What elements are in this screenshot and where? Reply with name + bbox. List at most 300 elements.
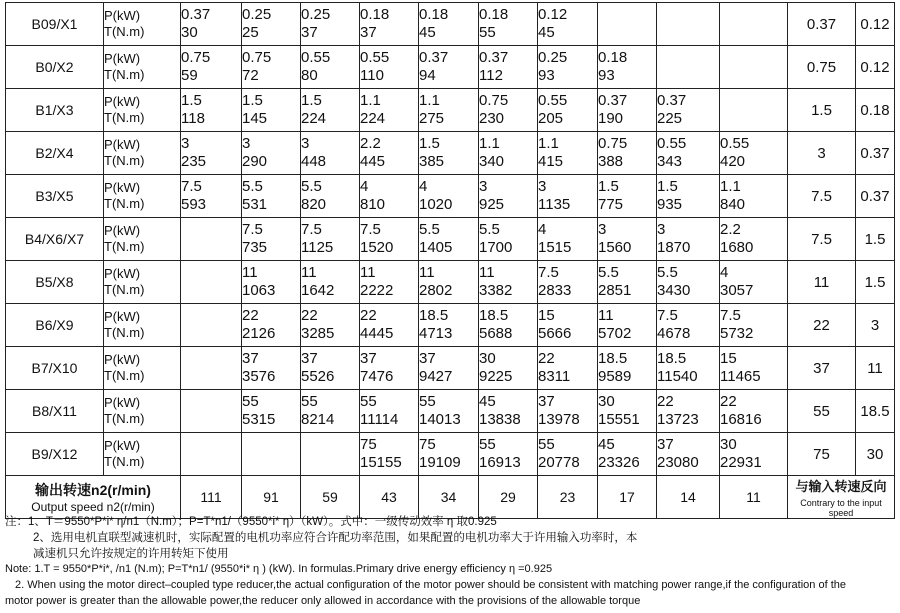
value-cell <box>598 89 657 132</box>
power-value: 4 <box>419 178 428 195</box>
power-value: 11 <box>479 264 495 281</box>
model-cell: B4/X6/X7 <box>6 218 104 261</box>
power-value: 0.12 <box>538 6 568 23</box>
torque-value: 94 <box>419 67 436 84</box>
value-cell <box>301 347 360 390</box>
torque-value: 1515 <box>538 239 572 256</box>
torque-value: 15551 <box>598 411 640 428</box>
power-value: 18.5 <box>657 350 687 367</box>
torque-value: 290 <box>242 153 268 170</box>
torque-value: 415 <box>538 153 564 170</box>
value-cell <box>301 132 360 175</box>
torque-value: 531 <box>242 196 268 213</box>
torque-value: 55 <box>479 24 496 41</box>
value-cell <box>419 132 479 175</box>
value-cell <box>360 175 419 218</box>
value-cell <box>657 347 720 390</box>
torque-value: 5688 <box>479 325 513 342</box>
value-cell <box>181 46 242 89</box>
power-unit-label: P(kW) <box>104 395 141 410</box>
value-cell <box>242 347 301 390</box>
value-cell <box>720 347 788 390</box>
torque-value: 385 <box>419 153 445 170</box>
value-cell <box>181 175 242 218</box>
input-torque-cell: 0.37 <box>856 175 895 218</box>
value-cell <box>598 175 657 218</box>
value-cell <box>242 132 301 175</box>
value-cell <box>720 390 788 433</box>
note-cn-2a: 2、选用电机直联型减速机时，实际配置的电机功率应符合许配功率范围，如果配置的电机功率大于许用输入功率时，本 <box>33 531 638 544</box>
value-cell <box>419 46 479 89</box>
torque-value: 445 <box>360 153 386 170</box>
value-cell <box>301 3 360 46</box>
value-cell <box>301 261 360 304</box>
value-cell <box>360 218 419 261</box>
power-unit-label: P(kW) <box>104 137 141 152</box>
torque-value: 224 <box>301 110 327 127</box>
power-value: 0.37 <box>419 49 449 66</box>
value-cell <box>360 433 419 476</box>
power-value: 37 <box>538 393 555 410</box>
power-value: 1.5 <box>598 178 619 195</box>
input-power-cell: 7.5 <box>788 175 856 218</box>
torque-value: 925 <box>479 196 505 213</box>
torque-value: 2222 <box>360 282 394 299</box>
speed-value-cell: 17 <box>598 476 657 519</box>
torque-value: 93 <box>598 67 615 84</box>
power-value: 0.75 <box>181 49 211 66</box>
value-cell <box>301 89 360 132</box>
value-cell <box>242 261 301 304</box>
power-value: 15 <box>720 350 737 367</box>
contrary-label-en: Contrary to the input speed <box>800 498 882 518</box>
input-torque-cell: 30 <box>856 433 895 476</box>
empty-cell <box>181 218 242 261</box>
power-value: 3 <box>479 178 488 195</box>
power-value: 5.5 <box>657 264 678 281</box>
value-cell <box>657 433 720 476</box>
value-cell <box>360 89 419 132</box>
power-value: 7.5 <box>301 221 322 238</box>
torque-value: 23080 <box>657 454 699 471</box>
speed-value-cell: 59 <box>301 476 360 519</box>
value-cell <box>419 218 479 261</box>
speed-value-cell: 43 <box>360 476 419 519</box>
table-row <box>6 218 895 261</box>
value-cell <box>538 46 598 89</box>
power-value: 3 <box>301 135 310 152</box>
power-value: 0.37 <box>657 92 687 109</box>
power-value: 11 <box>360 264 376 281</box>
value-cell <box>657 304 720 347</box>
note-cn-2b: 减速机只允许按规定的许用转矩下使用 <box>33 547 229 560</box>
value-cell <box>301 46 360 89</box>
value-cell <box>181 132 242 175</box>
input-power-cell: 0.37 <box>788 3 856 46</box>
value-cell <box>538 89 598 132</box>
units-cell <box>104 218 181 261</box>
torque-value: 2833 <box>538 282 572 299</box>
torque-value: 5732 <box>720 325 754 342</box>
power-value: 7.5 <box>360 221 381 238</box>
value-cell <box>419 261 479 304</box>
torque-value: 4678 <box>657 325 691 342</box>
torque-value: 230 <box>479 110 505 127</box>
torque-unit-label: T(N.m) <box>104 454 145 469</box>
power-value: 7.5 <box>657 307 678 324</box>
value-cell <box>657 89 720 132</box>
power-value: 0.25 <box>301 6 331 23</box>
input-torque-cell: 0.12 <box>856 3 895 46</box>
torque-value: 775 <box>598 196 624 213</box>
power-value: 0.25 <box>242 6 272 23</box>
torque-value: 2851 <box>598 282 632 299</box>
value-cell <box>598 347 657 390</box>
torque-value: 2126 <box>242 325 276 342</box>
power-value: 4 <box>538 221 547 238</box>
value-cell <box>538 433 598 476</box>
value-cell <box>538 218 598 261</box>
power-value: 0.55 <box>657 135 687 152</box>
value-cell <box>720 132 788 175</box>
torque-value: 420 <box>720 153 746 170</box>
input-power-cell: 22 <box>788 304 856 347</box>
value-cell <box>419 304 479 347</box>
model-cell: B5/X8 <box>6 261 104 304</box>
input-torque-cell: 0.12 <box>856 46 895 89</box>
units-cell <box>104 304 181 347</box>
input-power-cell: 3 <box>788 132 856 175</box>
torque-value: 20778 <box>538 454 580 471</box>
value-cell <box>242 175 301 218</box>
power-value: 1.5 <box>419 135 440 152</box>
value-cell <box>301 218 360 261</box>
power-value: 0.75 <box>479 92 509 109</box>
power-value: 22 <box>657 393 674 410</box>
torque-value: 1135 <box>538 196 571 213</box>
value-cell <box>360 390 419 433</box>
power-value: 5.5 <box>419 221 440 238</box>
power-value: 5.5 <box>301 178 322 195</box>
model-cell: B8/X11 <box>6 390 104 433</box>
power-value: 0.18 <box>360 6 390 23</box>
torque-value: 593 <box>181 196 207 213</box>
torque-value: 118 <box>181 110 205 127</box>
power-unit-label: P(kW) <box>104 223 141 238</box>
value-cell <box>419 390 479 433</box>
value-cell <box>419 175 479 218</box>
torque-value: 37 <box>360 24 377 41</box>
torque-value: 1560 <box>598 239 632 256</box>
value-cell <box>419 89 479 132</box>
torque-unit-label: T(N.m) <box>104 239 145 254</box>
value-cell <box>657 175 720 218</box>
empty-cell <box>657 46 720 89</box>
torque-value: 11540 <box>657 368 698 385</box>
torque-value: 19109 <box>419 454 461 471</box>
power-value: 0.55 <box>360 49 390 66</box>
power-value: 4 <box>360 178 369 195</box>
torque-value: 5526 <box>301 368 335 385</box>
power-value: 1.1 <box>538 135 559 152</box>
power-value: 0.75 <box>598 135 628 152</box>
table-row <box>6 433 895 476</box>
torque-value: 1063 <box>242 282 276 299</box>
value-cell <box>598 390 657 433</box>
value-cell <box>242 304 301 347</box>
value-cell <box>538 304 598 347</box>
power-value: 0.55 <box>538 92 568 109</box>
power-value: 55 <box>301 393 318 410</box>
torque-value: 840 <box>720 196 746 213</box>
input-torque-cell: 0.37 <box>856 132 895 175</box>
speed-label-en: Output speed n2(r/min) <box>31 500 155 514</box>
power-value: 37 <box>301 350 318 367</box>
power-unit-label: P(kW) <box>104 94 141 109</box>
value-cell <box>181 3 242 46</box>
input-power-cell: 55 <box>788 390 856 433</box>
power-value: 30 <box>479 350 496 367</box>
torque-value: 110 <box>360 67 384 84</box>
value-cell <box>657 390 720 433</box>
value-cell <box>479 175 538 218</box>
torque-unit-label: T(N.m) <box>104 67 145 82</box>
table-row <box>6 347 895 390</box>
input-torque-cell: 1.5 <box>856 261 895 304</box>
model-cell: B7/X10 <box>6 347 104 390</box>
empty-cell <box>720 89 788 132</box>
power-value: 45 <box>598 436 615 453</box>
power-value: 0.25 <box>538 49 568 66</box>
value-cell <box>598 433 657 476</box>
contrary-label-cn: 与输入转速反向 <box>795 479 887 494</box>
power-value: 1.5 <box>657 178 678 195</box>
torque-value: 7476 <box>360 368 394 385</box>
value-cell <box>360 3 419 46</box>
power-value: 15 <box>538 307 555 324</box>
power-value: 4 <box>720 264 729 281</box>
torque-value: 1520 <box>360 239 394 256</box>
value-cell <box>598 46 657 89</box>
torque-value: 388 <box>598 153 624 170</box>
power-value: 7.5 <box>538 264 559 281</box>
model-cell: B3/X5 <box>6 175 104 218</box>
table-row <box>6 261 895 304</box>
torque-value: 448 <box>301 153 327 170</box>
value-cell <box>181 89 242 132</box>
value-cell <box>720 304 788 347</box>
power-value: 1.5 <box>242 92 263 109</box>
value-cell <box>479 304 538 347</box>
value-cell <box>720 433 788 476</box>
value-cell <box>538 261 598 304</box>
units-cell <box>104 89 181 132</box>
note-en-1: Note: 1.T = 9550*P*i*, /n1 (N.m); P=T*n1/ (9550*i* η ) (kW). In formulas.Primary drive energy efficiency η =0.925 <box>5 563 553 576</box>
table-row <box>6 175 895 218</box>
torque-value: 235 <box>181 153 207 170</box>
input-power-cell: 0.75 <box>788 46 856 89</box>
value-cell <box>479 433 538 476</box>
empty-cell <box>242 433 301 476</box>
input-torque-cell: 0.18 <box>856 89 895 132</box>
torque-value: 13838 <box>479 411 521 428</box>
power-value: 37 <box>360 350 377 367</box>
torque-value: 25 <box>242 24 259 41</box>
power-value: 11 <box>419 264 435 281</box>
power-value: 55 <box>479 436 496 453</box>
torque-value: 145 <box>242 110 268 127</box>
torque-value: 13978 <box>538 411 580 428</box>
torque-value: 3382 <box>479 282 513 299</box>
table-row <box>6 89 895 132</box>
power-value: 1.5 <box>301 92 322 109</box>
empty-cell <box>181 304 242 347</box>
value-cell <box>657 261 720 304</box>
value-cell <box>538 175 598 218</box>
torque-value: 9589 <box>598 368 632 385</box>
torque-value: 37 <box>301 24 318 41</box>
torque-value: 1870 <box>657 239 691 256</box>
power-value: 11 <box>598 307 614 324</box>
torque-value: 340 <box>479 153 505 170</box>
torque-value: 9225 <box>479 368 513 385</box>
torque-value: 13723 <box>657 411 699 428</box>
torque-value: 8214 <box>301 411 335 428</box>
torque-value: 22931 <box>720 454 762 471</box>
speed-value-cell: 111 <box>181 476 242 519</box>
model-cell: B2/X4 <box>6 132 104 175</box>
speed-value-cell: 14 <box>657 476 720 519</box>
empty-cell <box>301 433 360 476</box>
table-row <box>6 304 895 347</box>
torque-value: 3430 <box>657 282 691 299</box>
power-value: 1.1 <box>419 92 440 109</box>
torque-value: 224 <box>360 110 386 127</box>
value-cell <box>242 3 301 46</box>
torque-value: 205 <box>538 110 564 127</box>
speed-row <box>6 476 895 519</box>
torque-value: 1700 <box>479 239 513 256</box>
torque-value: 30 <box>181 24 198 41</box>
power-value: 0.55 <box>720 135 750 152</box>
torque-unit-label: T(N.m) <box>104 368 145 383</box>
reducer-spec-table <box>5 2 895 519</box>
power-value: 55 <box>360 393 377 410</box>
torque-value: 275 <box>419 110 445 127</box>
torque-value: 810 <box>360 196 386 213</box>
torque-value: 820 <box>301 196 327 213</box>
value-cell <box>479 3 538 46</box>
empty-cell <box>720 3 788 46</box>
value-cell <box>301 304 360 347</box>
empty-cell <box>720 46 788 89</box>
speed-value-cell: 11 <box>720 476 788 519</box>
value-cell <box>598 218 657 261</box>
torque-value: 225 <box>657 110 683 127</box>
note-en-2b: motor power is greater than the allowable power,the reducer only allowed in accordance with the provisions of the allowable torque <box>5 594 641 607</box>
input-torque-cell: 3 <box>856 304 895 347</box>
torque-value: 1642 <box>301 282 335 299</box>
power-value: 5.5 <box>479 221 500 238</box>
value-cell <box>598 261 657 304</box>
empty-cell <box>181 261 242 304</box>
power-value: 1.1 <box>479 135 500 152</box>
power-value: 55 <box>419 393 436 410</box>
model-cell: B0/X2 <box>6 46 104 89</box>
speed-value-cell: 29 <box>479 476 538 519</box>
empty-cell <box>598 3 657 46</box>
torque-value: 8311 <box>538 368 571 385</box>
table-row <box>6 132 895 175</box>
power-value: 5.5 <box>242 178 263 195</box>
torque-value: 1125 <box>301 239 334 256</box>
power-value: 3 <box>181 135 190 152</box>
value-cell <box>479 46 538 89</box>
contrary-cell <box>788 476 895 519</box>
power-value: 0.18 <box>479 6 509 23</box>
power-value: 0.75 <box>242 49 272 66</box>
note-cn-1: 注：1、T＝9550*P*i* η/n1（N.m）；P=T*n1/（9550*i* η）（kW）。式中：一级传动效率 η 取0.925 <box>5 516 497 528</box>
torque-value: 23326 <box>598 454 640 471</box>
model-cell: B6/X9 <box>6 304 104 347</box>
input-torque-cell: 1.5 <box>856 218 895 261</box>
torque-value: 1020 <box>419 196 453 213</box>
empty-cell <box>657 3 720 46</box>
torque-value: 935 <box>657 196 683 213</box>
torque-value: 4713 <box>419 325 453 342</box>
units-cell <box>104 433 181 476</box>
power-value: 3 <box>242 135 251 152</box>
power-value: 75 <box>360 436 377 453</box>
torque-value: 93 <box>538 67 555 84</box>
value-cell <box>479 218 538 261</box>
value-cell <box>242 46 301 89</box>
value-cell <box>538 3 598 46</box>
speed-value-cell: 91 <box>242 476 301 519</box>
power-value: 2.2 <box>360 135 381 152</box>
power-value: 0.18 <box>419 6 449 23</box>
torque-value: 3057 <box>720 282 754 299</box>
power-value: 1.5 <box>181 92 202 109</box>
power-value: 22 <box>242 307 259 324</box>
torque-unit-label: T(N.m) <box>104 282 145 297</box>
input-power-cell: 7.5 <box>788 218 856 261</box>
torque-value: 16913 <box>479 454 521 471</box>
torque-unit-label: T(N.m) <box>104 24 145 39</box>
power-value: 0.37 <box>598 92 628 109</box>
power-value: 75 <box>419 436 436 453</box>
power-value: 3 <box>538 178 547 195</box>
power-value: 2.2 <box>720 221 741 238</box>
power-value: 22 <box>301 307 318 324</box>
empty-cell <box>181 390 242 433</box>
torque-value: 5702 <box>598 325 632 342</box>
power-value: 11 <box>301 264 317 281</box>
power-unit-label: P(kW) <box>104 438 141 453</box>
power-value: 22 <box>538 350 555 367</box>
power-value: 7.5 <box>181 178 202 195</box>
input-torque-cell: 11 <box>856 347 895 390</box>
torque-value: 735 <box>242 239 268 256</box>
units-cell <box>104 390 181 433</box>
value-cell <box>360 132 419 175</box>
torque-value: 15155 <box>360 454 402 471</box>
value-cell <box>538 390 598 433</box>
notes-section <box>5 515 895 610</box>
empty-cell <box>181 347 242 390</box>
torque-value: 1405 <box>419 239 453 256</box>
torque-value: 45 <box>419 24 436 41</box>
